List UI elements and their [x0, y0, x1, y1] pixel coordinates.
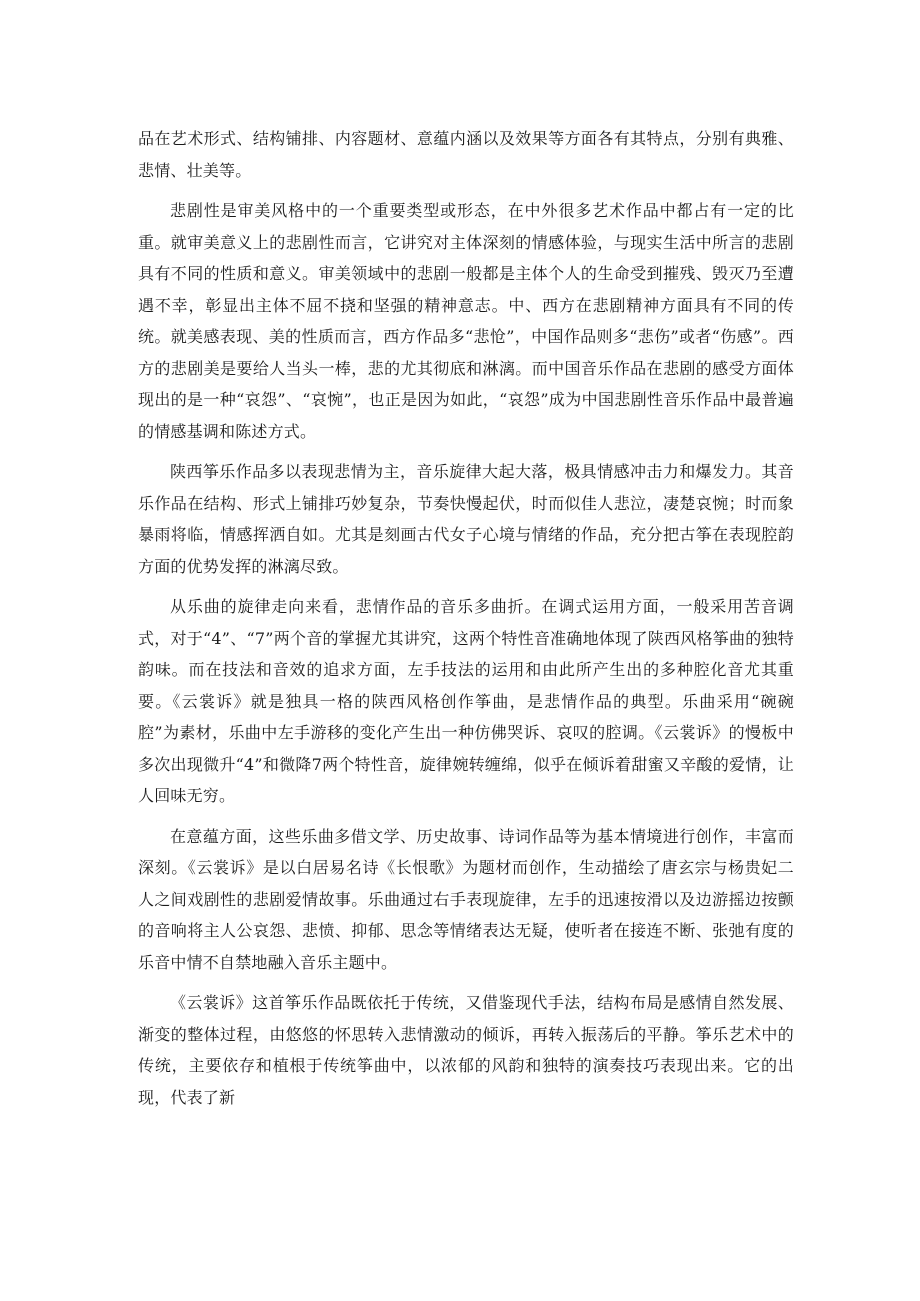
paragraph-yunshangsu-structure: 《云裳诉》这首筝乐作品既依托于传统，又借鉴现代手法，结构布局是感情自然发展、渐变的整体过程，由悠悠的怀思转入悲情激动的倾诉，再转入振荡后的平静。筝乐艺术中的传统，主要依存和植根于传统筝曲中，以浓郁的风韵和独特的演奏技巧表现出来。它的出现，代表了新 [138, 993, 794, 1107]
paragraph-artistic-conception: 在意蕴方面，这些乐曲多借文学、历史故事、诗词作品等为基本情境进行创作，丰富而深刻。《云裳诉》是以白居易名诗《长恨歌》为题材而创作，生动描绘了唐玄宗与杨贵妃二人之间戏剧性的悲剧爱情故事。乐曲通过右手表现旋律，左手的迅速按滑以及边游摇边按颤的音响将主人公哀怨、悲愤、抑郁、思念等情绪表达无疑，使听者在接连不断、张弛有度的乐音中情不自禁地融入音乐主题中。 [138, 826, 794, 972]
paragraph-tragic-aesthetics: 悲剧性是审美风格中的一个重要类型或形态，在中外很多艺术作品中都占有一定的比重。就审美意义上的悲剧性而言，它讲究对主体深刻的情感体验，与现实生活中所言的悲剧具有不同的性质和意义。审美领域中的悲剧一般都是主体个人的生命受到摧残、毁灭乃至遭遇不幸，彰显出主体不屈不挠和坚强的精神意志。中、西方在悲剧精神方面具有不同的传统。就美感表现、美的性质而言，西方作品多“悲怆”，中国作品则多“悲伤”或者“伤感”。西方的悲剧美是要给人当头一棒，悲的尤其彻底和淋漓。而中国音乐作品在悲剧的感受方面体现出的是一种“哀怨”、“哀惋”，也正是因为如此，“哀怨”成为中国悲剧性音乐作品中最普遍的情感基调和陈述方式。 [138, 201, 794, 441]
paragraph-continued: 品在艺术形式、结构铺排、内容题材、意蕴内涵以及效果等方面各有其特点，分别有典雅、悲情、壮美等。 [138, 129, 794, 180]
document-body [138, 123, 794, 1122]
paragraph-shaanxi-zheng-music: 陕西筝乐作品多以表现悲情为主，音乐旋律大起大落，极具情感冲击力和爆发力。其音乐作品在结构、形式上铺排巧妙复杂，节奏快慢起伏，时而似佳人悲泣，凄楚哀惋；时而象暴雨将临，情感挥洒自如。尤其是刻画古代女子心境与情绪的作品，充分把古筝在表现腔韵方面的优势发挥的淋漓尽致。 [138, 462, 794, 576]
paragraph-melody-analysis: 从乐曲的旋律走向来看，悲情作品的音乐多曲折。在调式运用方面，一般采用苦音调式，对于“4”、“7”两个音的掌握尤其讲究，这两个特性音准确地体现了陕西风格筝曲的独特韵味。而在技法和音效的追求方面，左手技法的运用和由此所产生出的多种腔化音尤其重要。《云裳诉》就是独具一格的陕西风格创作筝曲，是悲情作品的典型。乐曲采用“碗碗腔”为素材，乐曲中左手游移的变化产生出一种仿佛哭诉、哀叹的腔调。《云裳诉》的慢板中多次出现微升“4”和微降7两个特性音，旋律婉转缠绵，似乎在倾诉着甜蜜又辛酸的爱情，让人回味无穷。 [138, 597, 794, 805]
